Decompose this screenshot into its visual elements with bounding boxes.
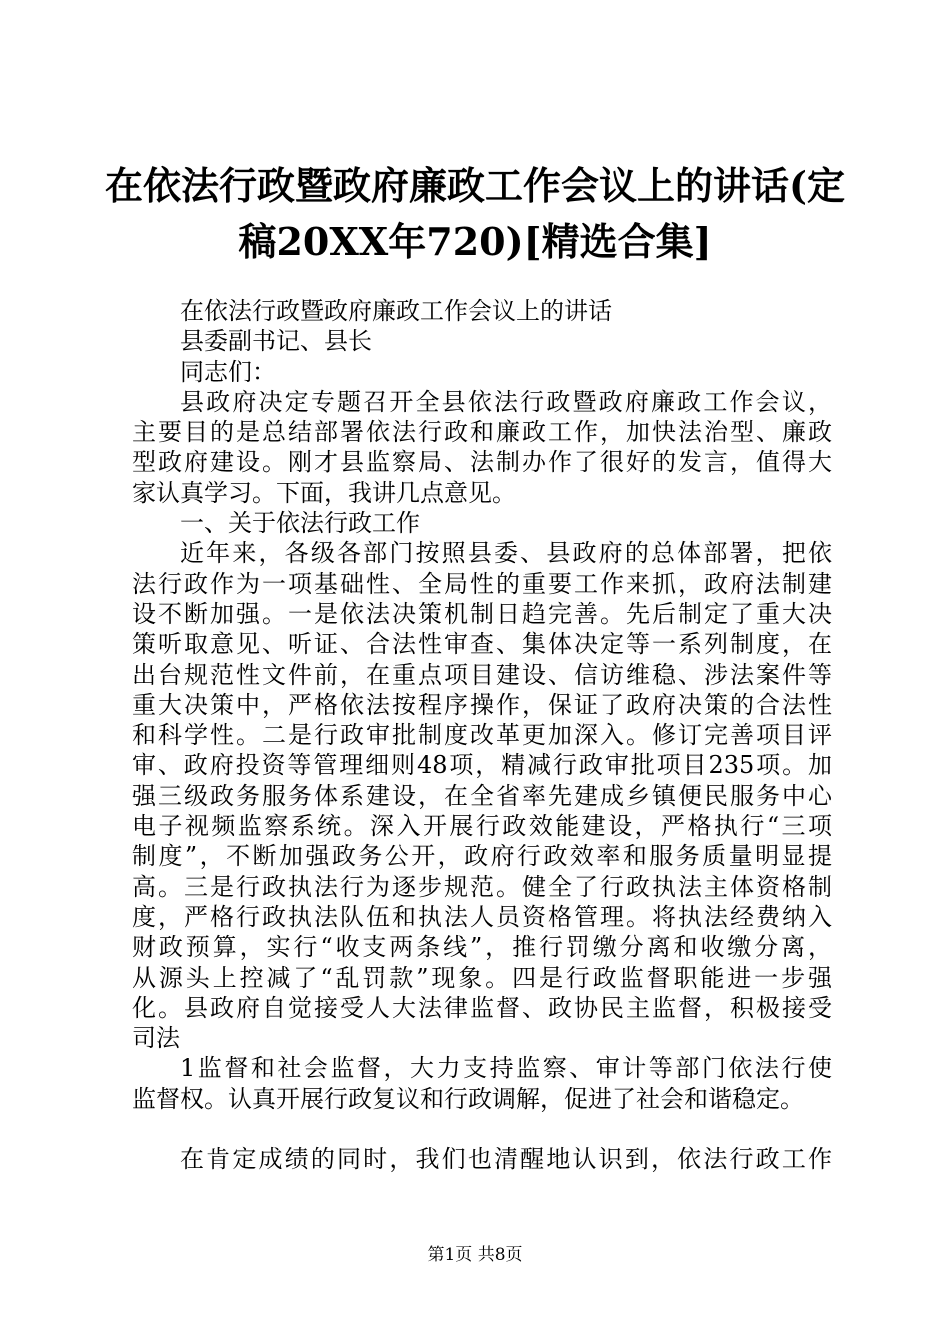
- paragraph-3: [132, 1053, 832, 1114]
- paragraph-line: 县政府决定专题召开全县依法行政暨政府廉政工作会议，: [180, 387, 832, 416]
- paragraph-line: 主要目的是总结部署依法行政和廉政工作，加快法治型、廉政: [132, 418, 832, 447]
- paragraph-line: 度，严格行政执法队伍和执法人员资格管理。将执法经费纳入: [132, 902, 832, 931]
- paragraph-1: [132, 387, 832, 508]
- paragraph-line: 监督权。认真开展行政复议和行政调解，促进了社会和谐稳定。: [132, 1084, 804, 1113]
- paragraph-line: 1监督和社会监督，大力支持监察、审计等部门依法行使: [180, 1054, 832, 1083]
- paragraph-line: 家认真学习。下面，我讲几点意见。: [132, 478, 516, 507]
- document-body: [132, 296, 832, 1174]
- paragraph-line: 司法: [132, 1024, 180, 1053]
- document-title-line-1: 在依法行政暨政府廉政工作会议上的讲话(定: [105, 163, 845, 208]
- paragraph-line: 近年来，各级各部门按照县委、县政府的总体部署，把依: [180, 539, 832, 568]
- paragraph-line: 从源头上控减了“乱罚款”现象。四是行政监督职能进一步强: [132, 963, 832, 992]
- paragraph-line: 法行政作为一项基础性、全局性的重要工作来抓，政府法制建: [132, 569, 832, 598]
- paragraph-line: 型政府建设。刚才县监察局、法制办作了很好的发言，值得大: [132, 448, 832, 477]
- paragraph-line: 在肯定成绩的同时，我们也清醒地认识到，依法行政工作: [180, 1145, 832, 1174]
- paragraph-line: 出台规范性文件前，在重点项目建设、信访维稳、涉法案件等: [132, 660, 832, 689]
- paragraph-line: 高。三是行政执法行为逐步规范。健全了行政执法主体资格制: [132, 872, 832, 901]
- speaker-title: 县委副书记、县长: [180, 327, 372, 356]
- paragraph-line: 强三级政务服务体系建设，在全省率先建成乡镇便民服务中心: [132, 781, 832, 810]
- paragraph-line: 策听取意见、听证、合法性审查、集体决定等一系列制度，在: [132, 630, 832, 659]
- paragraph-line: 和科学性。二是行政审批制度改革更加深入。修订完善项目评: [132, 721, 832, 750]
- paragraph-line: 审、政府投资等管理细则48项，精减行政审批项目235项。加: [132, 751, 832, 780]
- salutation: 同志们：: [180, 357, 276, 386]
- speech-heading: 在依法行政暨政府廉政工作会议上的讲话: [180, 297, 612, 325]
- paragraph-line: 制度”，不断加强政务公开，政府行政效率和服务质量明显提: [132, 842, 832, 871]
- paragraph-line: 财政预算，实行“收支两条线”，推行罚缴分离和收缴分离，: [132, 933, 832, 962]
- paragraph-line: 电子视频监察系统。深入开展行政效能建设，严格执行“三项: [132, 812, 832, 841]
- paragraph-line: 设不断加强。一是依法决策机制日趋完善。先后制定了重大决: [132, 599, 832, 628]
- paragraph-line: 重大决策中，严格依法按程序操作，保证了政府决策的合法性: [132, 690, 832, 719]
- document-title-line-2: 稿20XX年720)[精选合集]: [238, 219, 712, 264]
- paragraph-spacer: [132, 1114, 832, 1144]
- page-footer: 第1页 共8页: [427, 1245, 523, 1265]
- section-heading-1: 一、关于依法行政工作: [180, 509, 420, 538]
- paragraph-2: [132, 538, 832, 1053]
- paragraph-line: 化。县政府自觉接受人大法律监督、政协民主监督，积极接受: [132, 993, 832, 1022]
- paragraph-4: [132, 1144, 832, 1174]
